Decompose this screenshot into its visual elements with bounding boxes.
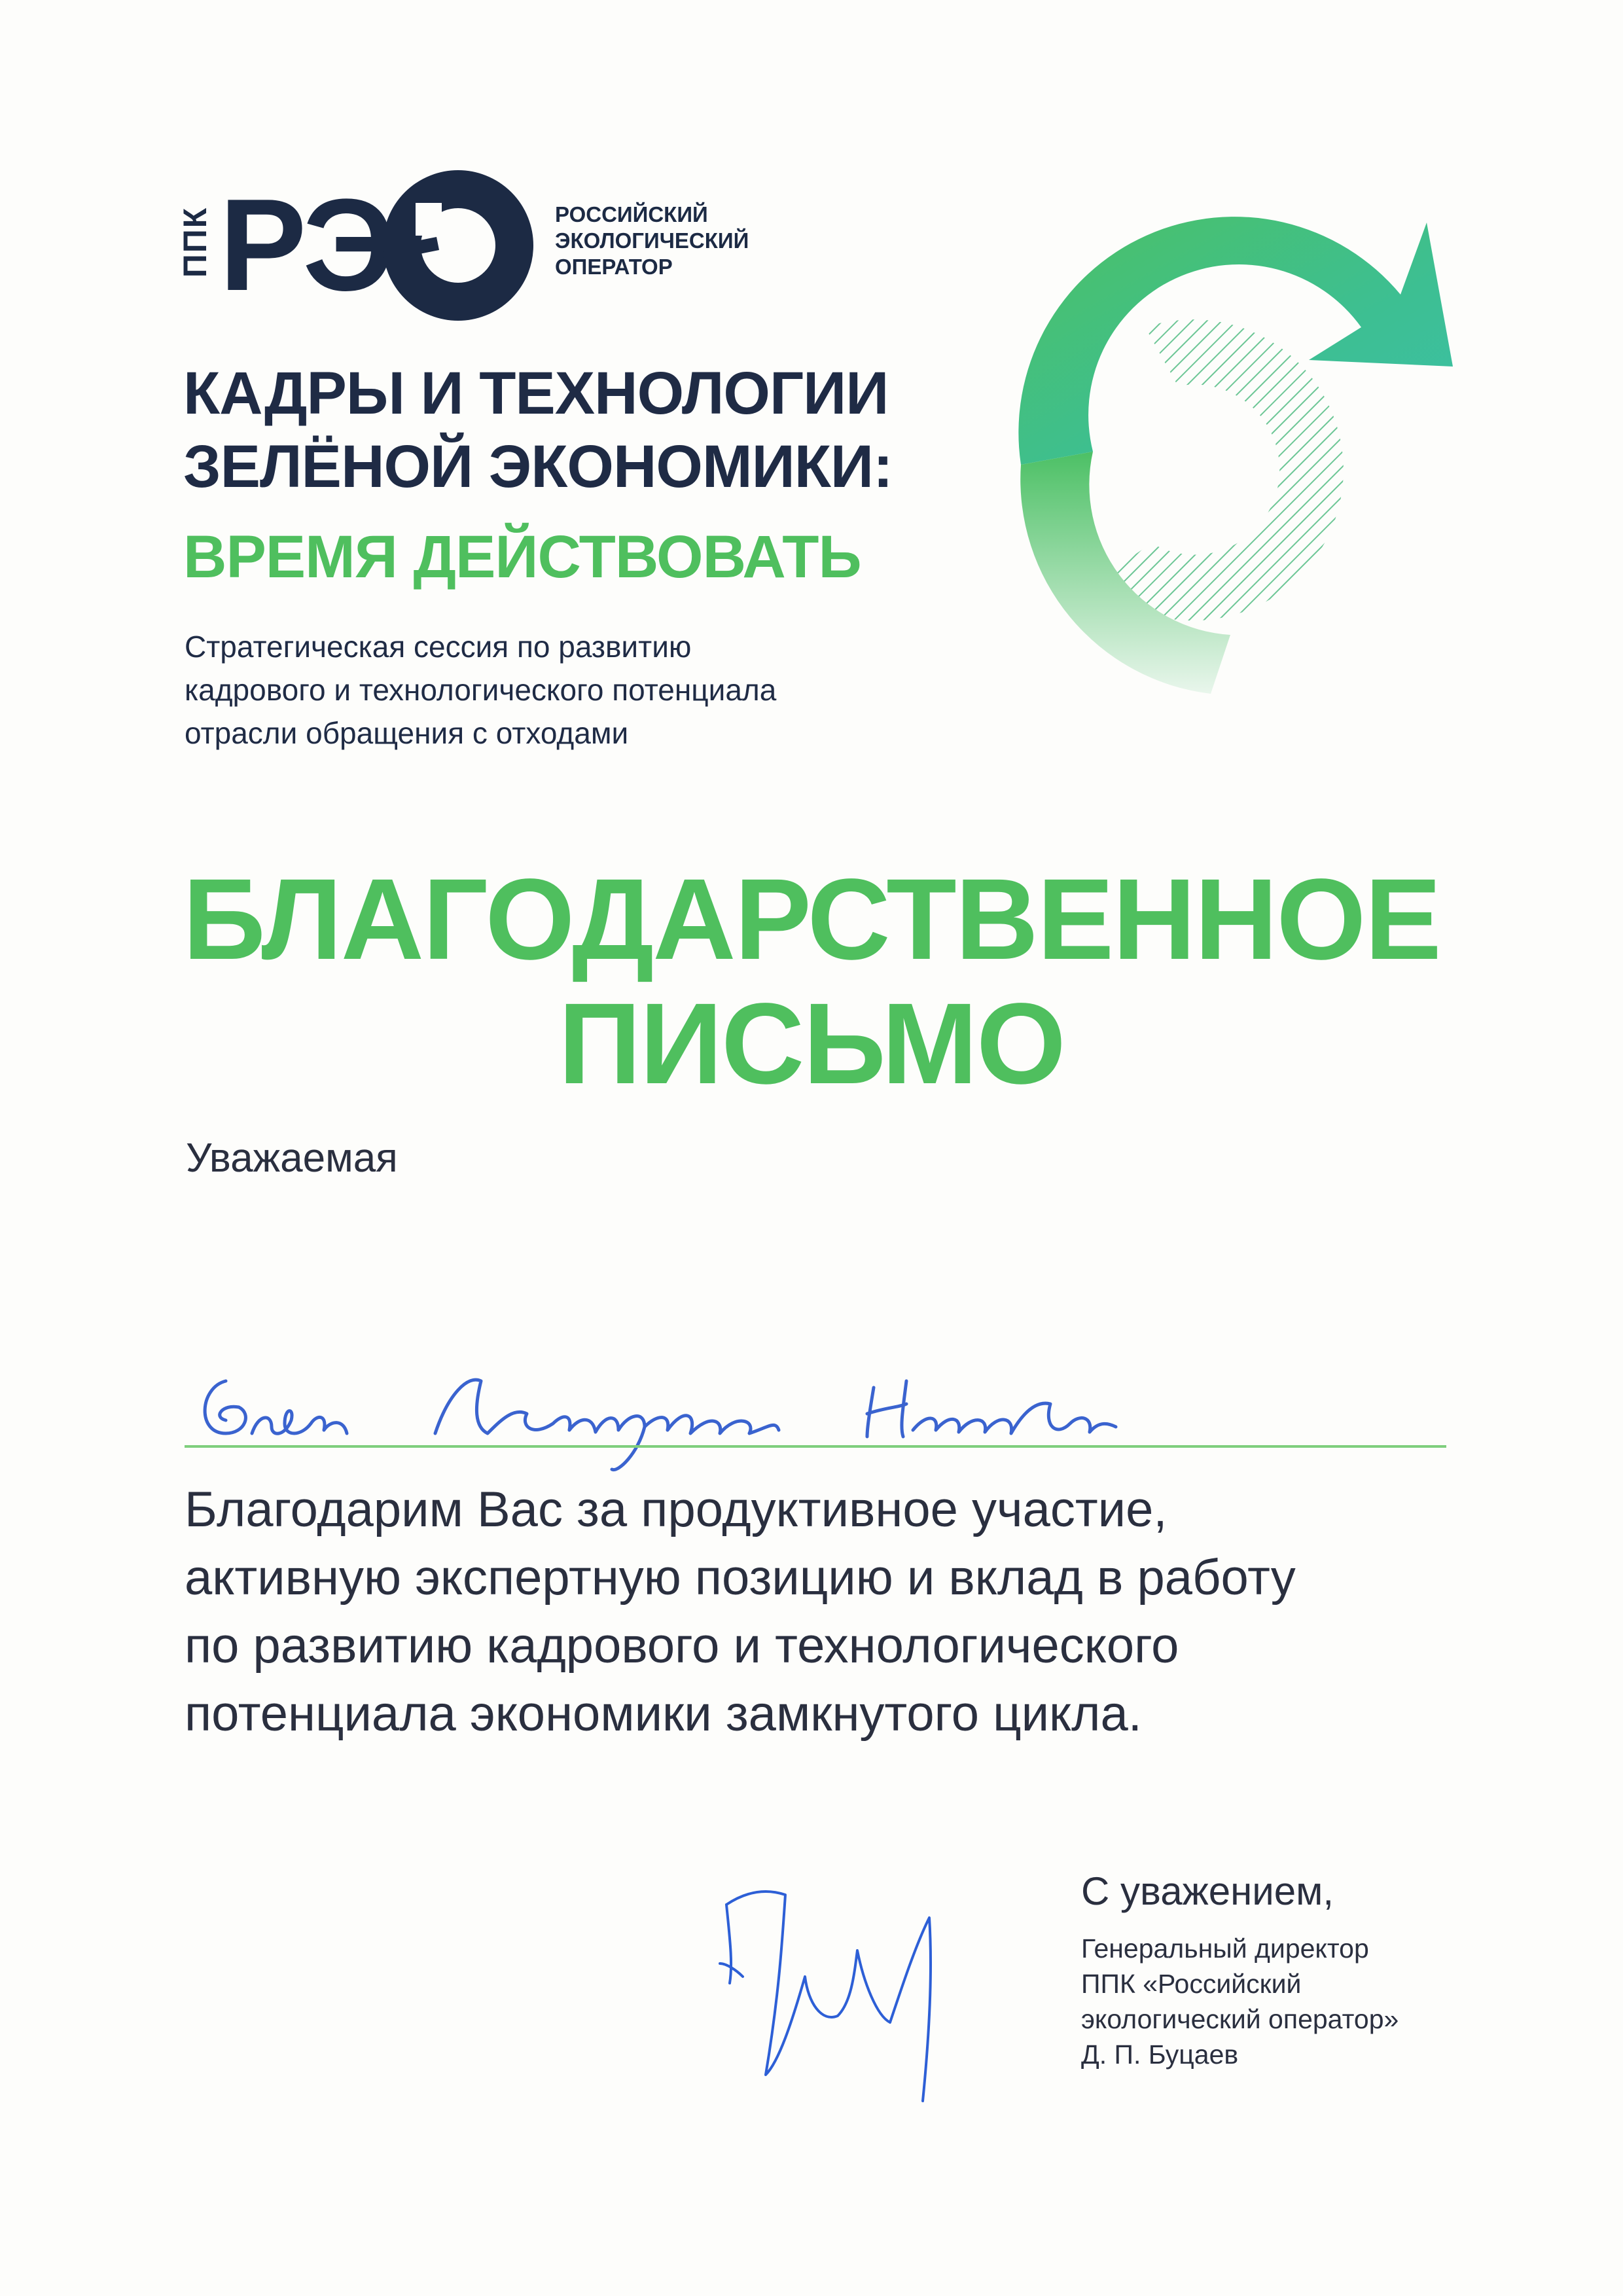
letter-body-line: активную экспертную позицию и вклад в работу [185,1550,1296,1605]
recipient-underline [185,1445,1446,1448]
logo-org-name [555,202,749,280]
letter-title [0,857,1623,1106]
logo-ppk [175,196,215,288]
event-description [185,625,776,755]
signer-line: Генеральный директор [1081,1933,1369,1964]
logo-reo: РЭ [219,172,392,318]
event-title-line: КАДРЫ И ТЕХНОЛОГИИ [183,360,889,427]
event-title-line: ЗЕЛЁНОЙ ЭКОНОМИКИ: [183,433,893,500]
letter-title-line: ПИСЬМО [558,980,1065,1108]
event-title [183,357,893,503]
letter-body-line: по развитию кадрового и технологического [185,1618,1179,1674]
closing: С уважением, [1081,1869,1334,1913]
event-description-line: кадрового и технологического потенциала [185,673,777,707]
logo-ppk-text: ППК [177,206,213,278]
event-description-line: отрасли обращения с отходами [185,716,629,750]
signer-block [1081,1931,1399,2072]
greeting: Уважаемая [186,1136,398,1181]
letter-body-line: Благодарим Вас за продуктивное участие, [185,1482,1168,1537]
letter-body [185,1476,1296,1748]
letter-body-line: потенциала экономики замкнутого цикла. [185,1686,1142,1742]
handwritten-recipient-name [187,1342,1234,1473]
handwritten-signature [707,1865,955,2114]
signer-line: ППК «Российский [1081,1969,1302,1999]
signer-line: Д. П. Буцаев [1081,2039,1239,2070]
circular-arrows-icon [995,177,1466,753]
event-slogan: ВРЕМЯ ДЕЙСТВОВАТЬ [183,524,861,590]
event-description-line: Стратегическая сессия по развитию [185,630,692,664]
signer-line: экологический оператор» [1081,2004,1399,2034]
logo-org-line: ОПЕРАТОР [555,255,673,279]
logo-org-line: ЭКОЛОГИЧЕСКИЙ [555,228,749,253]
logo-org-line: РОССИЙСКИЙ [555,202,708,226]
letter-title-line: БЛАГОДАРСТВЕННОЕ [183,855,1440,984]
logo-ring-icon [376,164,540,327]
